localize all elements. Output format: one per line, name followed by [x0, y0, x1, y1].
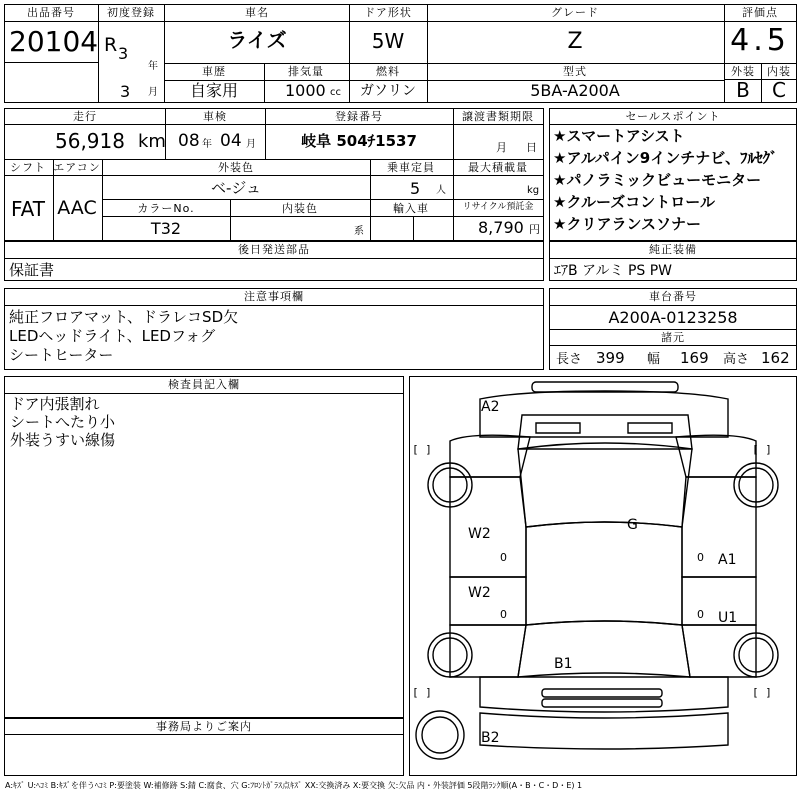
disp-unit: cc: [330, 87, 341, 98]
chassis-label: 車台番号: [649, 290, 697, 303]
mileage-value: 56,918: [55, 129, 125, 153]
disp-label: 排気量: [288, 65, 324, 78]
recycle-unit: 円: [529, 223, 540, 236]
color-label: 外装色: [218, 161, 254, 174]
windshield-shape: [518, 443, 692, 527]
legend-text: A:ｷｽﾞ U:ﾍｺﾐ B:ｷｽﾞを伴うﾍｺﾐ P:要塗装 W:補修跡 S:錆 C:腐食、穴 G:ﾌﾛﾝﾄｶﾞﾗｽ点ｷｽﾞ XX:交換済み X:要交換 欠:欠品 内・外装評価 5段階ﾗﾝｸ順(A・B・C・D・E) 1: [5, 781, 583, 790]
reg-month: 3: [120, 82, 131, 101]
ac-value: AAC: [57, 197, 97, 219]
grade-value: Z: [567, 29, 583, 54]
roof-shape: [526, 522, 682, 625]
name-label: 車名: [245, 6, 269, 19]
transfer-month-unit: 月: [496, 141, 507, 154]
reg-month-unit: 月: [148, 87, 158, 98]
inspector-label: 検査員記入欄: [168, 378, 240, 391]
fuel-label: 燃料: [376, 65, 400, 78]
door-label: ドア形状: [364, 6, 412, 19]
note-line: LEDヘッドライト、LEDフォグ: [9, 327, 216, 345]
later-value: 保証書: [9, 261, 55, 279]
chassis-value: A200A-0123258: [608, 308, 738, 327]
zero-mark: 0: [697, 608, 704, 621]
reg-year: 3: [118, 44, 129, 63]
windshield-upper-shape: [518, 415, 692, 449]
plate-label: 登録番号: [335, 110, 383, 123]
equip-value: ｴｱB アルミ PS PW: [554, 263, 673, 279]
inspector-line: シートへたり小: [10, 413, 116, 431]
grade-label: グレード: [551, 6, 599, 19]
capacity-value: 5: [410, 179, 421, 198]
hood-top-shape: [480, 391, 728, 437]
office-label: 事務局よりご案内: [156, 720, 252, 733]
rear-bumper-shape: [480, 713, 728, 749]
lot-value: 20104: [9, 25, 99, 58]
bracket-mark: [ ]: [752, 686, 772, 699]
score-label: 評価点: [742, 6, 778, 19]
rear-window-shape: [518, 621, 690, 677]
sales-point-item: ★パノラミックビューモニター: [553, 171, 762, 189]
name-value: ライズ: [227, 28, 287, 52]
sales-point-item: ★スマートアシスト: [553, 127, 685, 145]
later-label: 後日発送部品: [238, 243, 310, 256]
history-label: 車歴: [202, 65, 226, 78]
height-label: 高さ: [723, 352, 750, 367]
transfer-day-unit: 日: [526, 141, 537, 154]
reg-era: R: [104, 34, 118, 56]
specs-label: 諸元: [661, 331, 685, 344]
load-unit: kg: [527, 185, 540, 196]
inspector-line: 外装うすい線傷: [10, 431, 116, 449]
score-value: 4.5: [730, 23, 790, 58]
transfer-label: 譲渡書類期限: [462, 110, 534, 123]
int-value: C: [772, 78, 786, 102]
colorno-label: カラーNo.: [137, 202, 195, 215]
inspect-year-unit: 年: [202, 139, 212, 150]
mileage-label: 走行: [73, 110, 97, 123]
left-fender-shape: [450, 435, 530, 477]
spare-tire: [416, 711, 464, 759]
ext-label: 外装: [731, 65, 755, 78]
shift-value: FAT: [10, 197, 46, 221]
car-diagram: [409, 376, 797, 776]
mark-b1: B1: [554, 656, 573, 672]
intcolor-unit: 系: [354, 226, 364, 237]
length-label: 長さ: [556, 352, 583, 367]
mark-g: G: [627, 517, 638, 533]
shift-label: シフト: [10, 161, 46, 174]
fuel-value: ガソリン: [360, 83, 416, 99]
sales-point-item: ★クリアランスソナー: [553, 215, 701, 233]
bracket-mark: [ ]: [412, 686, 432, 699]
zero-mark: 0: [500, 608, 507, 621]
colorno-value: T32: [150, 219, 182, 238]
color-value: ベ-ジュ: [210, 179, 262, 197]
right-quarter-shape: [682, 625, 756, 677]
disp-value: 1000: [285, 81, 326, 100]
reg-year-unit: 年: [148, 61, 158, 72]
ac-label: エアコン: [53, 161, 101, 174]
lot-label: 出品番号: [27, 6, 75, 19]
ext-value: B: [736, 78, 750, 102]
height-value: 162: [761, 349, 790, 367]
capacity-label: 乗車定員: [387, 161, 435, 174]
mark-b2: B2: [481, 730, 500, 746]
notes-label: 注意事項欄: [244, 290, 304, 303]
recycle-value: 8,790: [478, 218, 524, 237]
model-value: 5BA-A200A: [530, 81, 620, 100]
reg-label: 初度登録: [107, 6, 155, 19]
model-label: 型式: [563, 65, 587, 78]
sales-point-item: ★クルーズコントロール: [553, 193, 715, 211]
mark-a1: A1: [718, 552, 737, 568]
door-value: 5W: [371, 29, 405, 53]
inspect-year: 08: [178, 131, 200, 151]
note-line: 純正フロアマット、ドラレコSD欠: [9, 308, 239, 326]
inspect-month: 04: [220, 131, 242, 151]
sales-label: セールスポイント: [625, 110, 721, 123]
mark-u1: U1: [718, 610, 738, 626]
mark-a2: A2: [481, 399, 500, 415]
plate-value: 岐阜 504ﾁ1537: [301, 132, 417, 150]
history-value: 自家用: [189, 81, 239, 100]
bracket-mark: [ ]: [752, 443, 772, 456]
note-line: シートヒーター: [9, 346, 114, 364]
zero-mark: 0: [500, 551, 507, 564]
car-outline-svg: [410, 377, 796, 775]
load-label: 最大積載量: [468, 161, 528, 174]
sales-point-item: ★アルパイン9インチナビ、ﾌﾙｾｸﾞ: [553, 149, 778, 167]
int-label: 内装: [767, 65, 791, 78]
import-label: 輸入車: [393, 202, 429, 215]
bracket-mark: [ ]: [412, 443, 432, 456]
inspector-line: ドア内張割れ: [10, 395, 100, 413]
inspect-label: 車検: [203, 110, 227, 123]
length-value: 399: [596, 349, 625, 367]
zero-mark: 0: [697, 551, 704, 564]
inspect-month-unit: 月: [246, 139, 256, 150]
capacity-unit: 人: [436, 185, 446, 196]
mark-w2-front: W2: [468, 526, 491, 542]
width-label: 幅: [647, 352, 661, 367]
intcolor-label: 内装色: [282, 202, 318, 215]
mark-w2-rear: W2: [468, 585, 491, 601]
width-value: 169: [680, 349, 709, 367]
recycle-label: リサイクル預託金: [462, 202, 534, 212]
right-fender-shape: [676, 435, 756, 477]
equip-label: 純正装備: [649, 243, 697, 256]
left-quarter-shape: [450, 625, 526, 677]
mileage-unit: km: [138, 131, 166, 152]
